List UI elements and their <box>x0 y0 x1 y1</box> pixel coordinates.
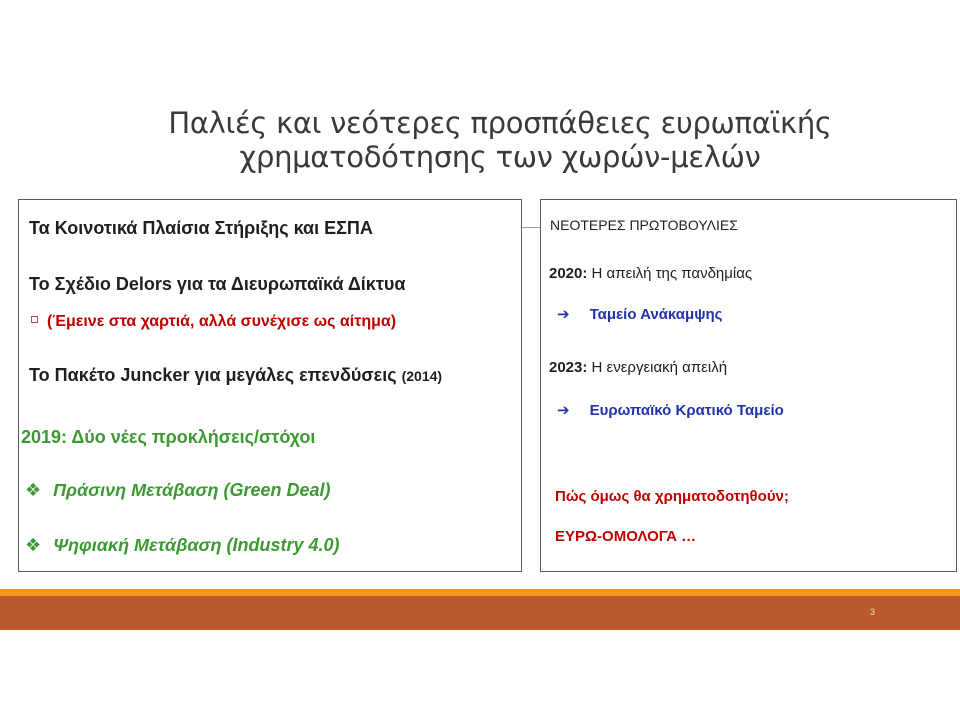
state-fund-text: Ευρωπαϊκό Κρατικό Ταμείο <box>589 402 784 419</box>
right-content-box <box>540 199 957 572</box>
left-content-box <box>18 199 522 572</box>
connector-line <box>522 227 540 228</box>
threat-pandemic: Η απειλή της πανδημίας <box>591 265 753 282</box>
item-digital-transition <box>25 535 339 556</box>
page-number: 3 <box>870 607 876 617</box>
eurobonds-answer: ΕΥΡΩ-ΟΜΟΛΟΓΑ … <box>555 528 697 545</box>
item-2019-challenges: 2019: Δύο νέες προκλήσεις/στόχοι <box>21 427 316 447</box>
threat-energy: Η ενεργειακή απειλή <box>591 359 728 376</box>
item-juncker-year: (2014) <box>401 368 443 384</box>
year-2020: 2020: <box>549 265 588 282</box>
item-digital-transition-text: Ψηφιακή Μετάβαση (Industry 4.0) <box>53 535 340 555</box>
arrow-right-icon: ➔ <box>557 402 570 419</box>
right-heading: ΝΕΟΤΕΡΕΣ ΠΡΩΤΟΒΟΥΛΙΕΣ <box>550 217 738 233</box>
item-green-deal <box>25 480 331 501</box>
diamond-bullet-icon: ❖ <box>25 535 42 555</box>
item-2023-threat <box>549 359 727 376</box>
recovery-fund-text: Ταμείο Ανάκαμψης <box>589 306 723 323</box>
item-delors-note-text: (Έμεινε στα χαρτιά, αλλά συνέχισε ως αίτημα) <box>47 313 397 330</box>
year-2023: 2023: <box>549 359 588 376</box>
item-delors-note <box>31 313 396 331</box>
slide-title-line2: χρηματοδότησης των χωρών-μελών <box>239 140 761 174</box>
funding-question: Πώς όμως θα χρηματοδοτηθούν; <box>555 488 789 505</box>
item-green-deal-text: Πράσινη Μετάβαση (Green Deal) <box>53 480 331 500</box>
item-state-fund <box>557 401 784 419</box>
square-bullet-icon <box>31 316 38 323</box>
item-juncker-text: Το Πακέτο Juncker για μεγάλες επενδύσεις <box>29 365 397 385</box>
slide-title <box>90 106 910 174</box>
arrow-right-icon: ➔ <box>557 306 570 323</box>
item-community-frameworks: Τα Κοινοτικά Πλαίσια Στήριξης και ΕΣΠΑ <box>29 218 373 238</box>
item-juncker-package <box>29 365 442 386</box>
footer-band <box>0 596 960 630</box>
diamond-bullet-icon: ❖ <box>25 480 42 500</box>
item-delors-plan: Το Σχέδιο Delors για τα Διευρωπαϊκά Δίκτυα <box>29 274 406 294</box>
slide-title-line1: Παλιές και νεότερες προσπάθειες ευρωπαϊκής <box>168 106 832 140</box>
item-recovery-fund <box>557 305 722 323</box>
item-2020-threat <box>549 265 752 282</box>
accent-stripe <box>0 589 960 596</box>
